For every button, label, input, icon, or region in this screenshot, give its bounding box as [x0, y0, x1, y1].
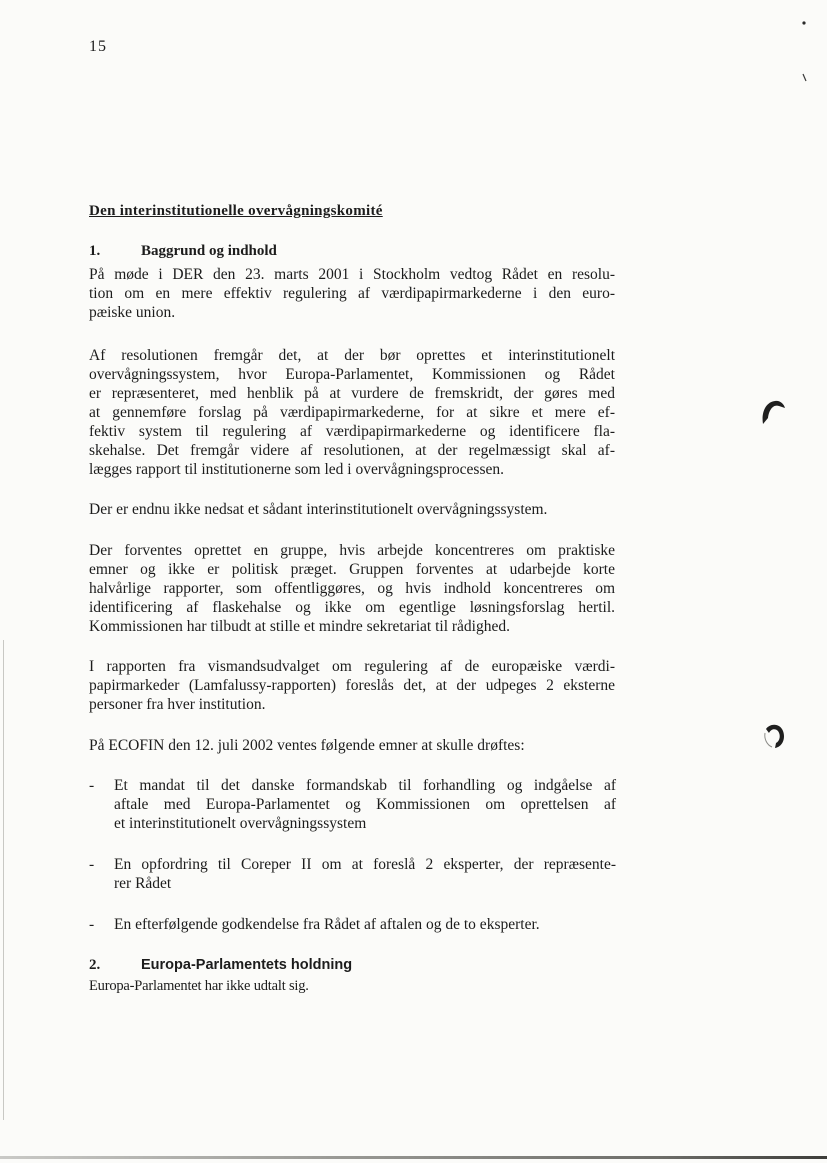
text-line: Af resolutionen fremgår det, at der bør oprettes et interinstitutionelt	[89, 347, 615, 364]
paragraph-1	[89, 265, 615, 322]
text-line: lægges rapport til institutionerne som led i overvågningsprocessen.	[89, 461, 504, 478]
section-2-title: Europa-Parlamentets holdning	[141, 957, 353, 973]
text-line: Der er endnu ikke nedsat et sådant interinstitutionelt overvågningssystem.	[89, 501, 548, 518]
text-line: Europa-Parlamentet har ikke udtalt sig.	[89, 978, 309, 994]
page-number: 15	[89, 38, 107, 55]
text-line: personer fra hver institution.	[89, 696, 266, 713]
bullet-dash: -	[89, 916, 95, 933]
text-line: at gennemføre forslag på værdipapirmarkederne, for at sikre et mere ef-	[89, 404, 615, 421]
paragraph-2	[89, 346, 615, 479]
text-line: En efterfølgende godkendelse fra Rådet af aftalen og de to eksperter.	[114, 916, 540, 933]
bullet-item-2	[114, 855, 616, 893]
bullet-dash: -	[89, 856, 95, 873]
text-line: et interinstitutionelt overvågningssystem	[114, 815, 367, 832]
punch-hole-mark-top	[760, 394, 788, 428]
text-line: pæiske union.	[89, 304, 176, 321]
text-line: Et mandat til det danske formandskab til forhandling og indgåelse af	[114, 777, 616, 794]
document-heading: Den interinstitutionelle overvågningskomité	[89, 203, 383, 219]
text-line: rer Rådet	[114, 875, 172, 892]
paragraph-6	[89, 736, 615, 755]
text-line: I rapporten fra vismandsudvalget om regulering af de europæiske værdi-	[89, 658, 615, 675]
text-line: På ECOFIN den 12. juli 2002 ventes følgende emner at skulle drøftes:	[89, 737, 525, 754]
text-line: overvågningssystem, hvor Europa-Parlamentet, Kommissionen og Rådet	[89, 366, 615, 383]
text-line: skehalse. Det fremgår videre af resolutionen, at der regelmæssigt skal af-	[89, 442, 615, 459]
section-2-number: 2.	[89, 957, 101, 973]
section-2-heading	[89, 957, 352, 974]
paragraph-3	[89, 500, 615, 519]
text-line: tion om en mere effektiv regulering af værdipapirmarkederne i den euro-	[89, 285, 615, 302]
bullet-dash: -	[89, 777, 95, 794]
bullet-item-3	[114, 915, 616, 934]
section-1-number: 1.	[89, 243, 101, 259]
text-line: Der forventes oprettet en gruppe, hvis arbejde koncentreres om praktiske	[89, 542, 615, 559]
text-line: halvårlige rapporter, som offentliggøres, og hvis indhold koncentreres om	[89, 580, 615, 597]
paragraph-5	[89, 657, 615, 714]
scan-edge-line	[3, 640, 4, 1120]
section-1-title: Baggrund og indhold	[141, 243, 277, 259]
text-line: er repræsenteret, med henblik på at vurdere de fremskridt, der gøres med	[89, 385, 615, 402]
text-line: En opfordring til Coreper II om at foreslå 2 eksperter, der repræsente-	[114, 856, 616, 873]
scan-speck	[800, 18, 810, 88]
text-line: emner og ikke er politisk præget. Gruppen forventes at udarbejde korte	[89, 561, 615, 578]
punch-hole-mark-bottom	[760, 719, 788, 753]
text-line: aftale med Europa-Parlamentet og Kommissionen om oprettelsen af	[114, 796, 616, 813]
text-line: Kommissionen har tilbudt at stille et mindre sekretariat til rådighed.	[89, 618, 510, 635]
paragraph-4	[89, 541, 615, 636]
section-1-heading	[89, 243, 277, 260]
text-line: papirmarkeder (Lamfalussy-rapporten) foreslås det, at der udpeges 2 eksterne	[89, 677, 615, 694]
text-line: fektiv system til regulering af værdipapirmarkederne og identificere fla-	[89, 423, 615, 440]
text-line: identificering af flaskehalse og ikke om egentlige løsningsforslag hertil.	[89, 599, 615, 616]
section-2-text	[89, 977, 615, 996]
text-line: På møde i DER den 23. marts 2001 i Stockholm vedtog Rådet en resolu-	[89, 266, 615, 283]
scan-bottom-edge	[0, 1156, 827, 1159]
bullet-item-1	[114, 776, 616, 833]
